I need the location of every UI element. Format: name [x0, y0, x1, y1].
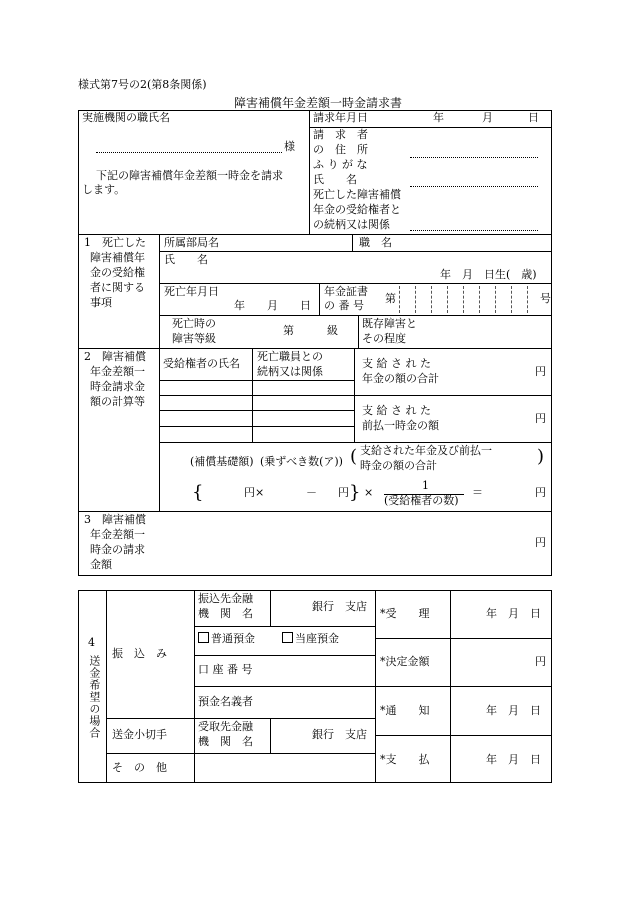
claimant-name-label: 氏 名 [313, 173, 357, 186]
recv-bank-label-2: 機 関 名 [198, 735, 253, 748]
formula-sub-label: 支給された年金及び前払一 [360, 444, 492, 457]
s2-heading-2: 年金差額一 [90, 365, 145, 378]
recv-bank-branch[interactable]: 銀行 支店 [312, 728, 367, 741]
form-number: 様式第7号の2(第8条関係) [78, 78, 207, 91]
deceased-name-label: 氏 名 [164, 253, 208, 266]
prepaid-yen: 円 [535, 412, 546, 425]
current-deposit-checkbox[interactable] [282, 632, 339, 647]
s3-heading: 3 障害補償 [84, 513, 146, 526]
prepaid-label: 支 給 さ れ た [362, 404, 431, 417]
relation-label-1: 死亡した障害補償 [313, 188, 401, 201]
request-text: 下記の障害補償年金差額一時金を請求 [96, 169, 283, 182]
other-label: そ の 他 [112, 761, 167, 774]
dept-label: 所属部局名 [164, 236, 219, 249]
s4-label: 送金希望の場合 [87, 655, 101, 739]
formula-denominator: (受給権者の数) [384, 494, 459, 507]
formula-base-label: (補償基礎額) [190, 455, 254, 468]
prior-disability-label: 既存障害と [362, 317, 417, 330]
col-relation-2: 続柄又は関係 [257, 365, 323, 378]
notified-date: 年 月 日 [486, 704, 541, 717]
decided-amount-label: *決定金額 [380, 655, 430, 668]
bank-label-2: 機 関 名 [198, 607, 253, 620]
ordinary-deposit-checkbox[interactable] [198, 632, 255, 647]
formula-yen-times: 円× [244, 486, 265, 499]
death-date-ymd: 年 月 日 [234, 299, 311, 312]
col-relation: 死亡職員との [257, 350, 323, 363]
request-year: 年 [433, 111, 444, 124]
relation-label-3: の続柄又は関係 [313, 218, 390, 231]
s1-heading-4: 者に関する [90, 281, 145, 294]
s3-heading-3: 時金の請求 [90, 543, 145, 556]
formula-minus: － [306, 486, 317, 499]
bank-label: 振込先金融 [198, 592, 253, 605]
formula-brace-left: ( [350, 446, 358, 467]
formula-brace-right: ) [537, 446, 545, 467]
address-line[interactable] [410, 157, 538, 158]
claimant-name-line[interactable] [410, 186, 538, 187]
s3-heading-2: 年金差額一 [90, 528, 145, 541]
cert-label-2: の 番 号 [324, 299, 364, 312]
birth-date: 年 月 日生( 歳) [440, 268, 537, 281]
agency-name-line[interactable] [96, 152, 282, 153]
formula-brace-close: } [349, 482, 361, 503]
paid-annuity-label-2: 年金の額の合計 [362, 372, 439, 385]
request-day: 日 [528, 111, 539, 124]
account-holder-label: 預金名義者 [198, 695, 253, 708]
prior-disability-label-2: その程度 [362, 332, 406, 345]
agency-label: 実施機関の職氏名 [82, 111, 170, 124]
paid-annuity-label: 支 給 さ れ た [362, 357, 431, 370]
death-date-label: 死亡年月日 [164, 285, 219, 298]
s1-heading-3: 金の受給権 [90, 266, 145, 279]
formula-equals: ＝ [472, 486, 483, 499]
formula-times: × [364, 486, 374, 499]
formula-multiplier-label: (乗ずべき数(ア)) [260, 455, 343, 468]
s1-heading-2: 障害補償年 [90, 251, 145, 264]
honorific: 様 [284, 140, 295, 153]
post-label: 職 名 [359, 236, 392, 249]
s1-heading-5: 事項 [90, 296, 112, 309]
recv-bank-label: 受取先金融 [198, 720, 253, 733]
prepaid-label-2: 前払一時金の額 [362, 419, 439, 432]
s1-heading: 1 死亡した [84, 236, 146, 249]
checkbox-icon [282, 632, 293, 643]
grade-value: 第 級 [283, 324, 338, 337]
relation-label-2: 年金の受給権者と [313, 203, 401, 216]
notified-label: *通 知 [380, 704, 430, 717]
relation-line[interactable] [410, 230, 538, 231]
request-month: 月 [482, 111, 493, 124]
grade-label-2: 障害等級 [172, 332, 216, 345]
account-number-label: 口 座 番 号 [198, 663, 253, 676]
s2-heading: 2 障害補償 [84, 350, 146, 363]
s2-heading-3: 時金請求金 [90, 380, 145, 393]
s3-heading-4: 金額 [90, 558, 112, 571]
transfer-label: 振 込 み [112, 647, 167, 660]
received-label: *受 理 [380, 607, 430, 620]
cert-prefix: 第 [385, 292, 396, 305]
address-label: の 住 所 [313, 143, 368, 156]
paid-annuity-yen: 円 [535, 365, 546, 378]
claim-amount-yen: 円 [535, 536, 546, 549]
payment-label: *支 払 [380, 753, 430, 766]
furigana-label: ふ り が な [313, 158, 368, 171]
received-date: 年 月 日 [486, 607, 541, 620]
ordinary-deposit-label: 普通預金 [211, 632, 255, 645]
formula-brace-open: { [192, 482, 204, 503]
checkbox-icon [198, 632, 209, 643]
s4-number: 4 [88, 636, 95, 649]
decided-amount-yen: 円 [535, 655, 546, 668]
formula-sub-label-2: 時金の額の合計 [360, 459, 437, 472]
form-title: 障害補償年金差額一時金請求書 [234, 96, 403, 110]
cheque-label: 送金小切手 [112, 728, 167, 741]
s2-heading-4: 額の計算等 [90, 395, 145, 408]
request-text-2: します。 [82, 183, 126, 196]
grade-label: 死亡時の [172, 317, 216, 330]
claimant-label: 請 求 者 [313, 128, 368, 141]
current-deposit-label: 当座預金 [295, 632, 339, 645]
col-beneficiary-name: 受給権者の氏名 [163, 357, 240, 370]
cert-label: 年金証書 [324, 285, 368, 298]
payment-date: 年 月 日 [486, 753, 541, 766]
formula-yen: 円 [338, 486, 349, 499]
formula-result-yen: 円 [535, 486, 546, 499]
formula-numerator: 1 [422, 479, 429, 492]
bank-branch[interactable]: 銀行 支店 [312, 600, 367, 613]
request-date-label: 請求年月日 [313, 111, 368, 124]
cert-suffix: 号 [540, 292, 551, 305]
